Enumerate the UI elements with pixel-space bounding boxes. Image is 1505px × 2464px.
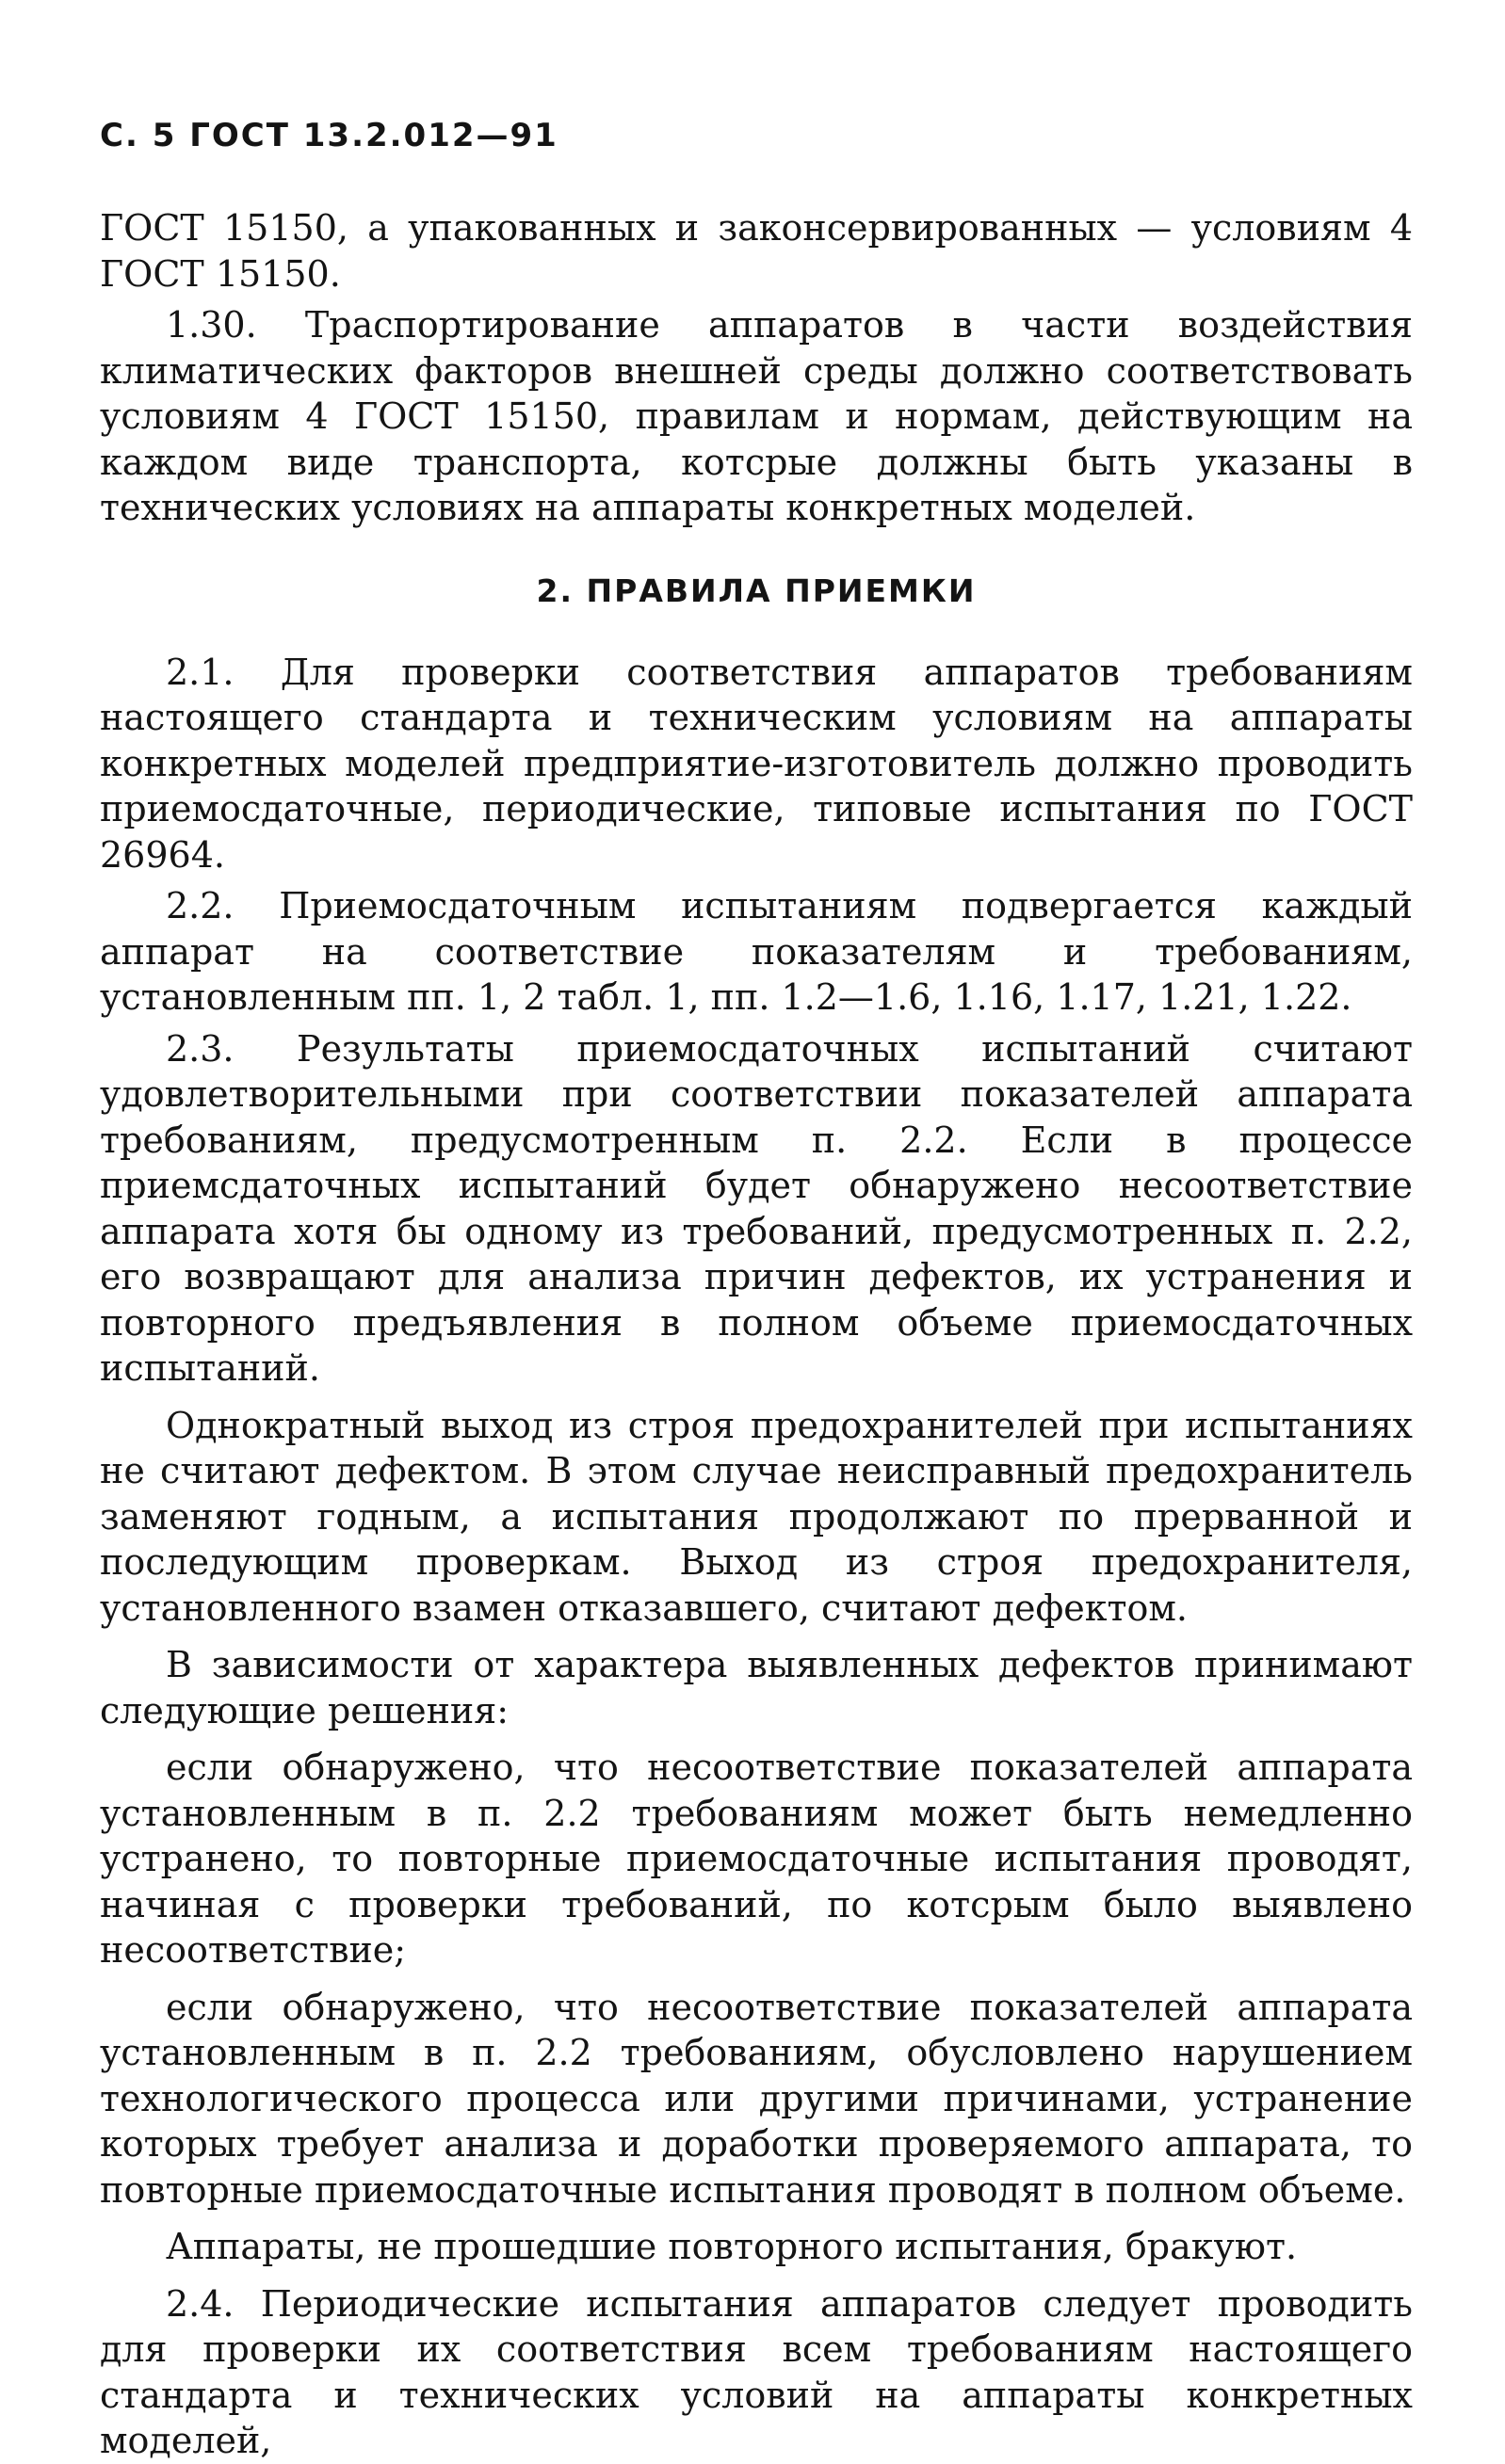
paragraph-decision-2: если обнаружено, что несоответствие показателей аппарата установленным в п. 2.2 требованиям, обусловлено нарушением технологического процесса или другими причинами, устранение которых требует анализа и доработки проверяемого аппарата, то повторные приемосдаточные испытания проводят в полном объеме.	[100, 1986, 1413, 2211]
section-title: 2. ПРАВИЛА ПРИЕМКИ	[536, 572, 977, 609]
paragraph-1-30: 1.30. Траспортирование аппаратов в части воздействия климатических факторов внешней среды должно соответствовать условиям 4 ГОСТ 15150, правилам и нормам, действующим на каждом виде транспорта, котсрые должны быть указаны в технических условиях на аппараты конкретных моделей.	[100, 304, 1413, 528]
paragraph-fuse-failure: Однократный выход из строя предохранителей при испытаниях не считают дефектом. В этом случае неисправный предохранитель заменяют годным, а испытания продолжают по прерванной и последующим проверкам. Выход из строя предохранителя, установленного взамен отказавшего, считают дефектом.	[100, 1404, 1413, 1629]
document-body	[100, 205, 1413, 2464]
paragraph-2-2: 2.2. Приемосдаточным испытаниям подвергается каждый аппарат на соответствие показателям и требованиям, установленным пп. 1, 2 табл. 1, пп. 1.2—1.6, 1.16, 1.17, 1.21, 1.22.	[100, 885, 1413, 1018]
paragraph-continuation: ГОСТ 15150, а упакованных и законсервированных — условиям 4 ГОСТ 15150.	[100, 207, 1413, 295]
paragraph-2-1: 2.1. Для проверки соответствия аппаратов требованиям настоящего стандарта и техническим условиям на аппараты конкретных моделей предприятие-изготовитель должно проводить приемосдаточные, периодические, типовые испытания по ГОСТ 26964.	[100, 651, 1413, 876]
page-header: С. 5 ГОСТ 13.2.012—91	[100, 117, 558, 154]
paragraph-decision-1: если обнаружено, что несоответствие показателей аппарата установленным в п. 2.2 требованиям может быть немедленно устранено, то повторные приемосдаточные испытания проводят, начиная с проверки требований, по котсрым было выявлено несоответствие;	[100, 1747, 1413, 1971]
paragraph-2-4: 2.4. Периодические испытания аппаратов следует проводить для проверки их соответствия всем требованиям настоящего стандарта и технических условий на аппараты конкретных моделей,	[100, 2282, 1413, 2461]
paragraph-rejected: Аппараты, не прошедшие повторного испытания, бракуют.	[166, 2226, 1298, 2267]
paragraph-decisions: В зависимости от характера выявленных дефектов принимают следующие решения:	[100, 1644, 1413, 1731]
paragraph-2-3: 2.3. Результаты приемосдаточных испытаний считают удовлетворительными при соответствии показателей аппарата требованиям, предусмотренным п. 2.2. Если в процессе приемсдаточных испытаний будет обнаружено несоответствие аппарата хотя бы одному из требований, предусмотренных п. 2.2, его возвращают для анализа причин дефектов, их устранения и повторного предъявления в полном объеме приемосдаточных испытаний.	[100, 1027, 1413, 1389]
